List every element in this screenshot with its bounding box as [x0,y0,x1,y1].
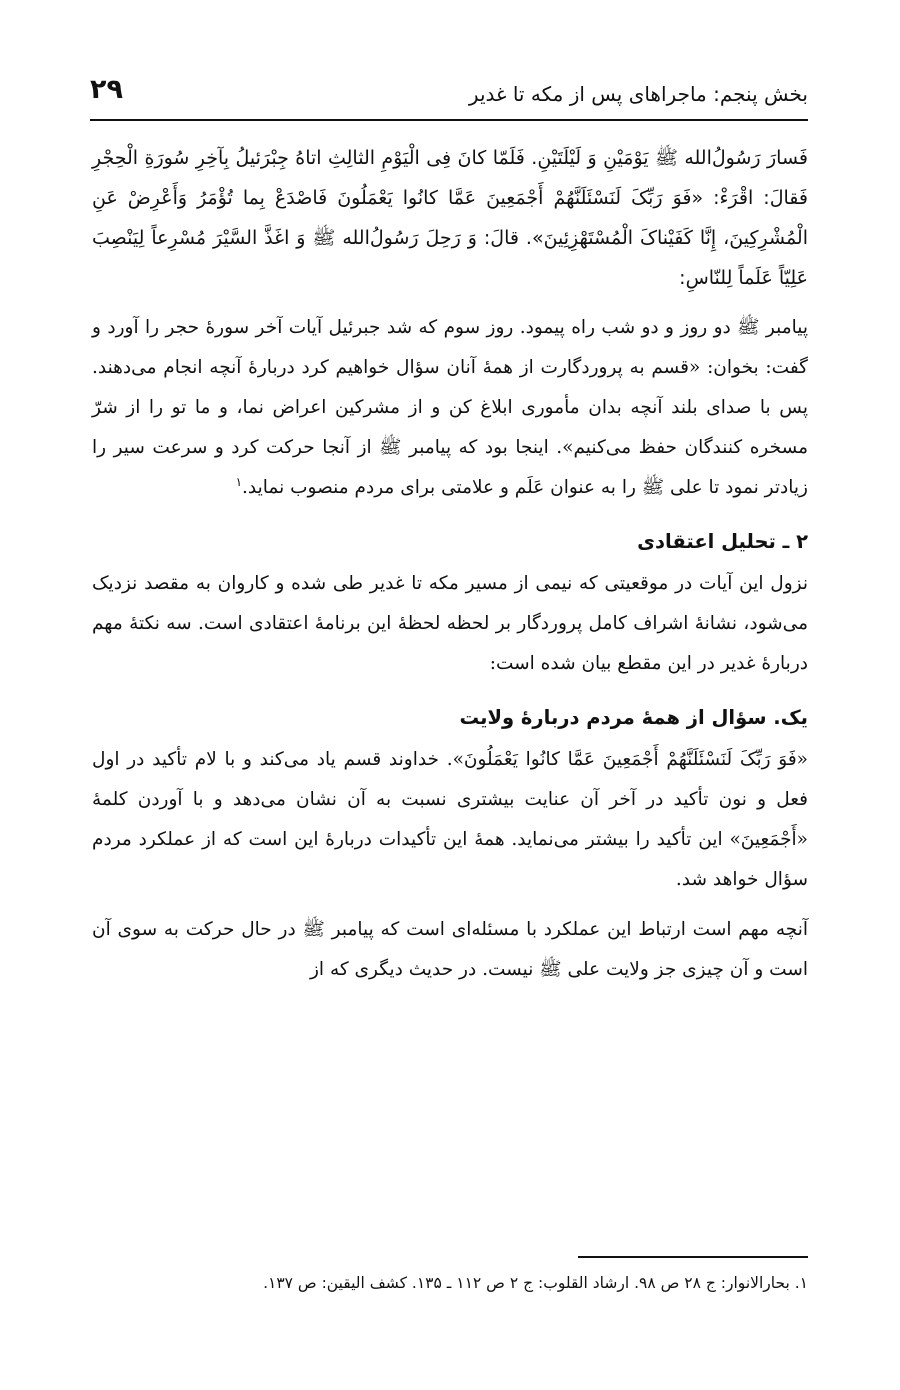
footnote-divider [578,1256,808,1258]
header-divider [90,119,808,121]
subsection-paragraph: «فَوَ رَبِّکَ لَنَسْئَلَنَّهُمْ أَجْمَعِینَ عَمَّا کانُوا یَعْمَلُونَ». خداوند قسم یاد می‌کند و با لام تأکید در اول فعل و نون تأکید در آخر آن عنایت بیشتری نسبت به آن نشان می‌دهد و با آوردن کلمهٔ «أَجْمَعِینَ» این تأکید را بیشتر می‌نماید. همهٔ این تأکیدات دربارهٔ این است که از عملکرد مردم سؤال خواهد شد. [92,749,808,890]
section-heading: ۲ ـ تحلیل اعتقادی [637,530,808,553]
translation-paragraph [92,308,808,508]
arabic-narration: فَسارَ رَسُولُ‌الله ﷺ یَوْمَیْنِ وَ لَیْلَتَیْنِ. فَلَمّا کانَ فِی الْیَوْمِ الثالِثِ اتاهُ جِبْرَئیلُ بِآخِرِ سُورَةِ الْحِجْرِ فَقالَ: اقْرَءْ: «فَوَ رَبِّکَ لَنَسْئَلَنَّهُمْ أَجْمَعِینَ عَمَّا کانُوا یَعْمَلُونَ فَاصْدَعْ بِما تُؤْمَرُ وَأَعْرِضْ عَنِ الْمُشْرِکِینَ، إِنَّا کَفَیْناکَ الْمُسْتَهْزِئِینَ». قالَ: وَ رَحِلَ رَسُولُ‌الله ﷺ وَ اغَذَّ السَّیْرَ مُسْرِعاً لِیَنْصِبَ عَلِیّاً عَلَماً لِلنّاسِ: [92,147,808,289]
section-paragraph: نزول این آیات در موقعیتی که نیمی از مسیر مکه تا غدیر طی شده و کاروان به مقصد نزدیک می‌شود، نشانهٔ اشراف کامل پروردگار بر لحظه لحظهٔ این برنامهٔ اعتقادی است. سه نکتهٔ مهم دربارهٔ غدیر در این مقطع بیان شده است: [92,573,808,674]
page-number: ۲۹ [90,74,123,105]
main-text [92,138,808,990]
translation-text: پیامبر ﷺ دو روز و دو شب راه پیمود. روز سوم که شد جبرئیل آیات آخر سورهٔ حجر را آورد و گفت: بخوان: «قسم به پروردگارت از همهٔ آنان سؤال خواهیم کرد دربارهٔ آنچه انجام می‌دهند. پس با صدای بلند آنچه بدان مأموری ابلاغ کن و از مشرکین اعراض نما، و ما تو را از شرّ مسخره کنندگان حفظ می‌کنیم». اینجا بود که پیامبر ﷺ از آنجا حرکت کرد و سرعت سیر را زیادتر نمود تا علی ﷺ را به عنوان عَلَم و علامتی برای مردم منصوب نماید. [92,317,808,498]
page-header [90,70,808,112]
chapter-title: بخش پنجم: ماجراهای پس از مکه تا غدیر [468,82,808,106]
footnote: ۱. بحارالانوار: ج ۲۸ ص ۹۸. ارشاد القلوب: ج ۲ ص ۱۱۲ ـ ۱۳۵. کشف الیقین: ص ۱۳۷. [263,1274,808,1292]
subsection-heading: یک. سؤال از همهٔ مردم دربارهٔ ولایت [459,706,808,729]
final-paragraph: آنچه مهم است ارتباط این عملکرد با مسئله‌ای است که پیامبر ﷺ در حال حرکت به سوی آن است و آن چیزی جز ولایت علی ﷺ نیست. در حدیث دیگری که از [92,919,808,980]
footnote-marker: ۱ [235,474,243,489]
